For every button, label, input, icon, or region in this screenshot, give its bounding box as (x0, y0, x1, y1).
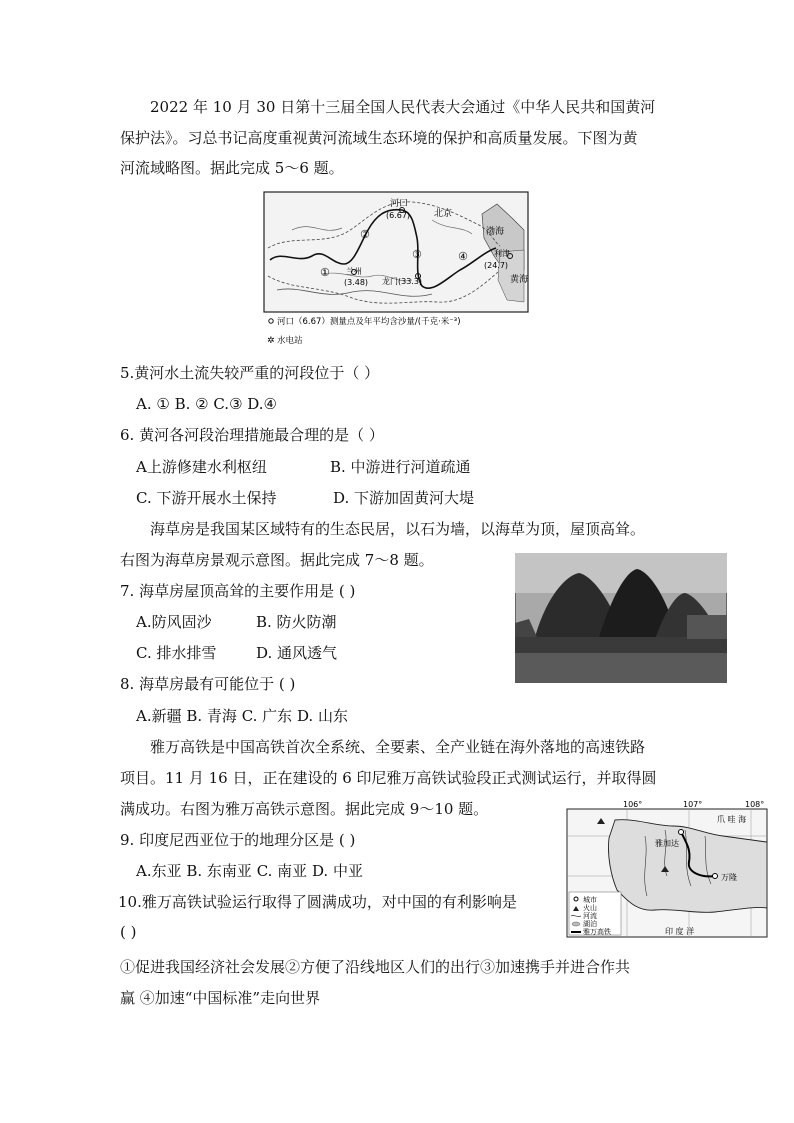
label-huanghai: 黄海 (510, 275, 529, 285)
hydropower-icon: ✲ (267, 336, 275, 346)
q8-stem: 8. 海草房最有可能位于 ( ) (120, 675, 296, 693)
q10-statements-line2: 赢 ④加速“中国标准”走向世界 (120, 989, 321, 1007)
q10-paren: ( ) (120, 923, 137, 941)
label-lanzhou: 兰州 (346, 267, 362, 276)
legend-hydropower: 水电站 (277, 336, 303, 346)
lon-106: 106° (623, 800, 643, 809)
label-beijing: 北京 (434, 209, 453, 219)
q7-option-c: C. 排水排雪 (136, 644, 217, 662)
q7-option-a: A.防风固沙 (136, 613, 212, 631)
legend-river: 河流 (583, 912, 597, 920)
q7-option-b: B. 防火防潮 (256, 613, 337, 631)
legend-city: 城市 (583, 896, 597, 904)
intro1-line2: 保护法》。习总书记高度重视黄河流域生态环境的保护和高质量发展。下图为黄 (120, 129, 638, 147)
label-hekou: 河口 (390, 199, 409, 209)
lon-108: 108° (745, 800, 765, 809)
legend-railway: 雅万高铁 (583, 928, 611, 936)
q6-option-a: A上游修建水利枢纽 (136, 458, 267, 476)
intro3-line3: 满成功。右图为雅万高铁示意图。据此完成 9～10 题。 (120, 800, 489, 818)
q9-options: A.东亚 B. 东南亚 C. 南亚 D. 中亚 (136, 862, 363, 880)
label-hekou-val: (6.67) (386, 211, 411, 220)
yellow-river-map (262, 190, 532, 352)
q7-option-d: D. 通风透气 (256, 644, 338, 662)
intro1-line3: 河流域略图。据此完成 5～6 题。 (120, 159, 344, 177)
jakarta-bandung-map (565, 796, 773, 942)
sea-label: 爪 哇 海 (717, 815, 747, 824)
label-lanzhou-val: (3.48) (344, 278, 369, 287)
ocean-label: 印 度 洋 (665, 927, 695, 936)
label-longmen: 龙门(33.3) (382, 277, 423, 286)
q6-option-d: D. 下游加固黄河大堤 (333, 489, 475, 507)
label-r4: ④ (458, 250, 468, 263)
q7-stem: 7. 海草房屋顶高耸的主要作用是 ( ) (120, 582, 356, 600)
q10-stem: 10.雅万高铁试验运行取得了圆满成功，对中国的有利影响是 (118, 893, 517, 911)
jakarta-label: 雅加达 (655, 839, 679, 848)
intro3-line1: 雅万高铁是中国高铁首次全系统、全要素、全产业链在海外落地的高速铁路 (150, 738, 646, 756)
q6-stem: 6. 黄河各河段治理措施最合理的是（ ） (120, 426, 384, 444)
q5-options: A. ① B. ② C.③ D.④ (136, 395, 277, 413)
legend-lake: 湖泊 (583, 920, 597, 928)
q5-stem: 5.黄河水土流失较严重的河段位于（ ） (120, 364, 380, 382)
label-bohai: 渤海 (486, 227, 505, 237)
bandung-label: 万隆 (721, 873, 737, 882)
q9-stem: 9. 印度尼西亚位于的地理分区是 ( ) (120, 831, 356, 849)
intro3-line2: 项目。11 月 16 日，正在建设的 6 印尼雅万高铁试验段正式测试运行，并取得圆 (120, 769, 657, 787)
label-r1: ① (320, 266, 330, 279)
legend-volcano: 火山 (583, 904, 597, 912)
label-r3: ③ (412, 248, 422, 261)
q10-statements-line1: ①促进我国经济社会发展②方便了沿线地区人们的出行③加速携手并进合作共 (120, 958, 631, 976)
seaweed-house-photo (515, 553, 727, 683)
label-lijin-val: (24.7) (484, 261, 509, 270)
q6-option-b: B. 中游进行河道疏通 (330, 458, 471, 476)
q6-option-c: C. 下游开展水土保持 (136, 489, 277, 507)
label-lijin: 利津 (494, 249, 510, 258)
intro2-line1: 海草房是我国某区域特有的生态民居，以石为墙，以海草为顶，屋顶高耸。 (150, 520, 646, 538)
label-r2: ② (360, 228, 370, 241)
lon-107: 107° (683, 800, 703, 809)
intro2-line2: 右图为海草房景观示意图。据此完成 7～8 题。 (120, 551, 434, 569)
q8-options: A.新疆 B. 青海 C. 广东 D. 山东 (136, 707, 348, 725)
intro1-line1: 2022 年 10 月 30 日第十三届全国人民代表大会通过《中华人民共和国黄河 (150, 98, 656, 116)
legend-measure: 河口（6.67）测量点及年平均含沙量/(千克·米⁻³) (277, 317, 461, 327)
